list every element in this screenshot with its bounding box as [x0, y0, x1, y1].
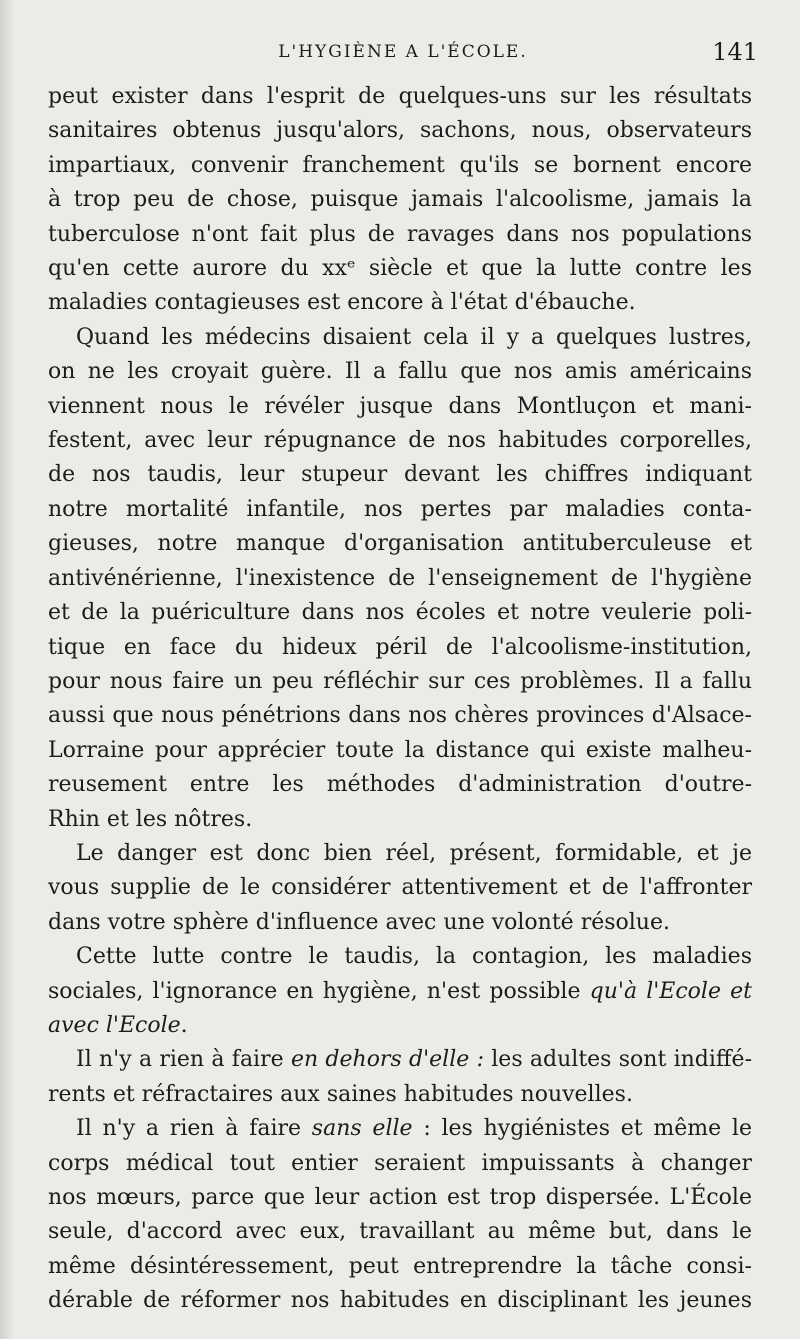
text-line: dérable de réformer nos habitudes en disciplinant les jeunes: [48, 1288, 752, 1314]
emphasis: qu'à l'Ecole et: [589, 978, 753, 1004]
emphasis: avec l'Ecole: [48, 1012, 181, 1038]
text-line: corps médical tout entier seraient impuissants à changer: [48, 1150, 752, 1176]
text-line: qu'en cette aurore du xxᵉ siècle et que la lutte contre les: [48, 256, 752, 282]
text-line: seule, d'accord avec eux, travaillant au même but, dans le: [48, 1219, 752, 1245]
text-line: impartiaux, convenir franchement qu'ils se bornent encore: [48, 152, 752, 178]
emphasis: sans elle: [311, 1116, 413, 1142]
text-line: dans votre sphère d'influence avec une volonté résolue.: [48, 909, 670, 935]
text-line: maladies contagieuses est encore à l'état d'ébauche.: [48, 290, 636, 316]
text-line: antivénérienne, l'inexistence de l'enseignement de l'hygiène: [48, 565, 752, 591]
text-line: tique en face du hideux péril de l'alcoolisme-institution,: [48, 634, 752, 660]
text-line: et de la puériculture dans nos écoles et notre veulerie poli-: [48, 600, 752, 626]
text-line: Il n'y a rien à faire sans elle : les hygiénistes et même le: [76, 1116, 752, 1142]
text-line: pour nous faire un peu réfléchir sur ces problèmes. Il a fallu: [48, 668, 752, 694]
page-number: 141: [712, 38, 758, 66]
text-line: festent, avec leur répugnance de nos habitudes corporelles,: [48, 428, 752, 454]
text-line: tuberculose n'ont fait plus de ravages dans nos populations: [48, 221, 752, 247]
emphasis: en dehors d'elle :: [290, 1047, 484, 1073]
text-line: aussi que nous pénétrions dans nos chères provinces d'Alsace-: [48, 703, 752, 729]
text-line: sociales, l'ignorance en hygiène, n'est possible qu'à l'Ecole et: [48, 978, 753, 1004]
text-line: sanitaires obtenus jusqu'alors, sachons, nous, observateurs: [48, 118, 752, 144]
running-title: L'HYGIÈNE A L'ÉCOLE.: [278, 42, 528, 62]
text-line: on ne les croyait guère. Il a fallu que nos amis américains: [48, 359, 752, 385]
text-line: nos mœurs, parce que leur action est trop dispersée. L'École: [48, 1185, 752, 1210]
text-line: reusement entre les méthodes d'administration d'outre-: [48, 772, 752, 798]
text-line: même désintéressement, peut entreprendre la tâche consi-: [48, 1253, 752, 1279]
text-line: Cette lutte contre le taudis, la contagion, les maladies: [76, 944, 752, 970]
text-line: de nos taudis, leur stupeur devant les chiffres indiquant: [48, 462, 752, 488]
text-line: Le danger est donc bien réel, présent, formidable, et je: [76, 840, 752, 866]
page-gutter-shadow: [0, 0, 14, 1339]
text-line: Quand les médecins disaient cela il y a quelques lustres,: [76, 324, 752, 350]
page-header: [48, 38, 758, 68]
text-line: avec l'Ecole.: [48, 1012, 188, 1038]
text-line: gieuses, notre manque d'organisation antituberculeuse et: [48, 531, 752, 557]
text-line: peut exister dans l'esprit de quelques-uns sur les résultats: [48, 84, 752, 109]
text-line: Rhin et les nôtres.: [48, 806, 253, 832]
text-line: Il n'y a rien à faire en dehors d'elle : les adultes sont indiffé-: [76, 1047, 753, 1073]
text-line: notre mortalité infantile, nos pertes par maladies conta-: [48, 496, 752, 522]
body-text: [48, 80, 752, 1319]
text-line: à trop peu de chose, puisque jamais l'alcoolisme, jamais la: [48, 187, 752, 213]
text-line: rents et réfractaires aux saines habitudes nouvelles.: [48, 1081, 633, 1107]
text-line: viennent nous le révéler jusque dans Montluçon et mani-: [48, 393, 752, 419]
text-line: Lorraine pour apprécier toute la distance qui existe malheu-: [48, 737, 752, 763]
text-line: vous supplie de le considérer attentivement et de l'affronter: [48, 875, 752, 901]
